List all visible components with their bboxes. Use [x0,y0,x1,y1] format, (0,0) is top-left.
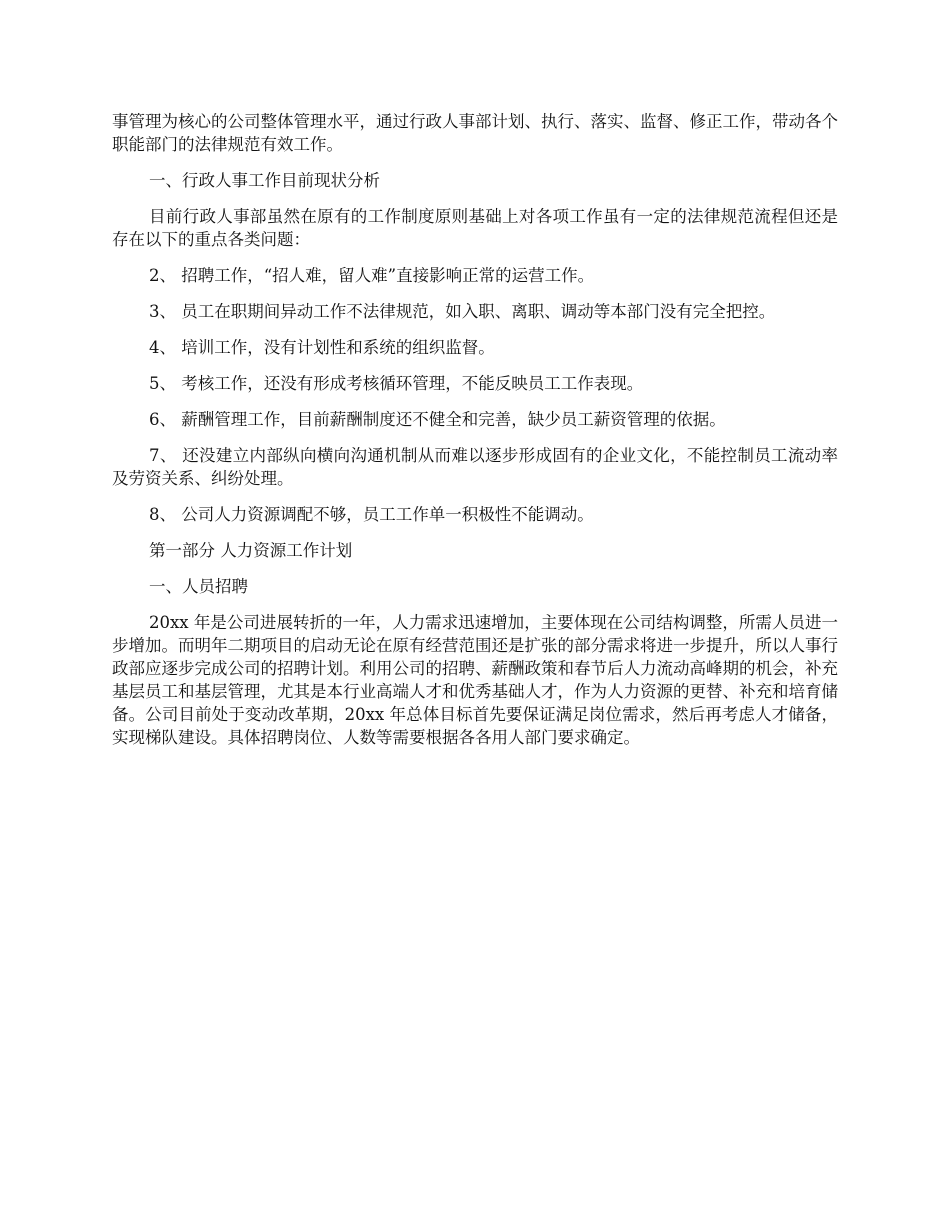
heading-current-status: 一、行政人事工作目前现状分析 [149,171,380,190]
heading-part-one: 第一部分 人力资源工作计划 [149,541,353,560]
list-item-training: 4、 培训工作，没有计划性和系统的组织监督。 [149,338,495,357]
document-page [112,110,838,762]
list-item-salary: 6、 薪酬管理工作，目前薪酬制度还不健全和完善，缺少员工薪资管理的依据。 [149,410,726,429]
list-item-staff-transfer: 3、 员工在职期间异动工作不法律规范，如入职、离职、调动等本部门没有完全把控。 [149,302,776,321]
list-item-allocation: 8、 公司人力资源调配不够，员工工作单一积极性不能调动。 [149,505,594,524]
heading-recruitment: 一、人员招聘 [149,577,248,596]
list-item-recruitment: 2、 招聘工作，“招人难，留人难”直接影响正常的运营工作。 [149,266,595,285]
paragraph-problems-intro: 目前行政人事部虽然在原有的工作制度原则基础上对各项工作虽有一定的法律规范流程但还是存在以下的重点各类问题： [112,207,838,249]
paragraph-recruitment-plan: 20xx 年是公司进展转折的一年，人力需求迅速增加，主要体现在公司结构调整，所需人员进一步增加。而明年二期项目的启动无论在原有经营范围还是扩张的部分需求将进一步提升，所以人事行政部应逐步完成公司的招聘计划。利用公司的招聘、薪酬政策和春节后人力流动高峰期的机会，补充基层员工和基层管理，尤其是本行业高端人才和优秀基础人才，作为人力资源的更替、补充和培育储备。公司目前处于变动改革期，20xx 年总体目标首先要保证满足岗位需求，然后再考虑人才储备，实现梯队建设。具体招聘岗位、人数等需要根据各各用人部门要求确定。 [112,613,838,747]
list-item-assessment: 5、 考核工作，还没有形成考核循环管理，不能反映员工工作表现。 [149,374,644,393]
paragraph-intro: 事管理为核心的公司整体管理水平，通过行政人事部计划、执行、落实、监督、修正工作，带动各个职能部门的法律规范有效工作。 [112,112,838,154]
list-item-communication: 7、 还没建立内部纵向横向沟通机制从而难以逐步形成固有的企业文化，不能控制员工流动率及劳资关系、纠纷处理。 [112,446,838,488]
